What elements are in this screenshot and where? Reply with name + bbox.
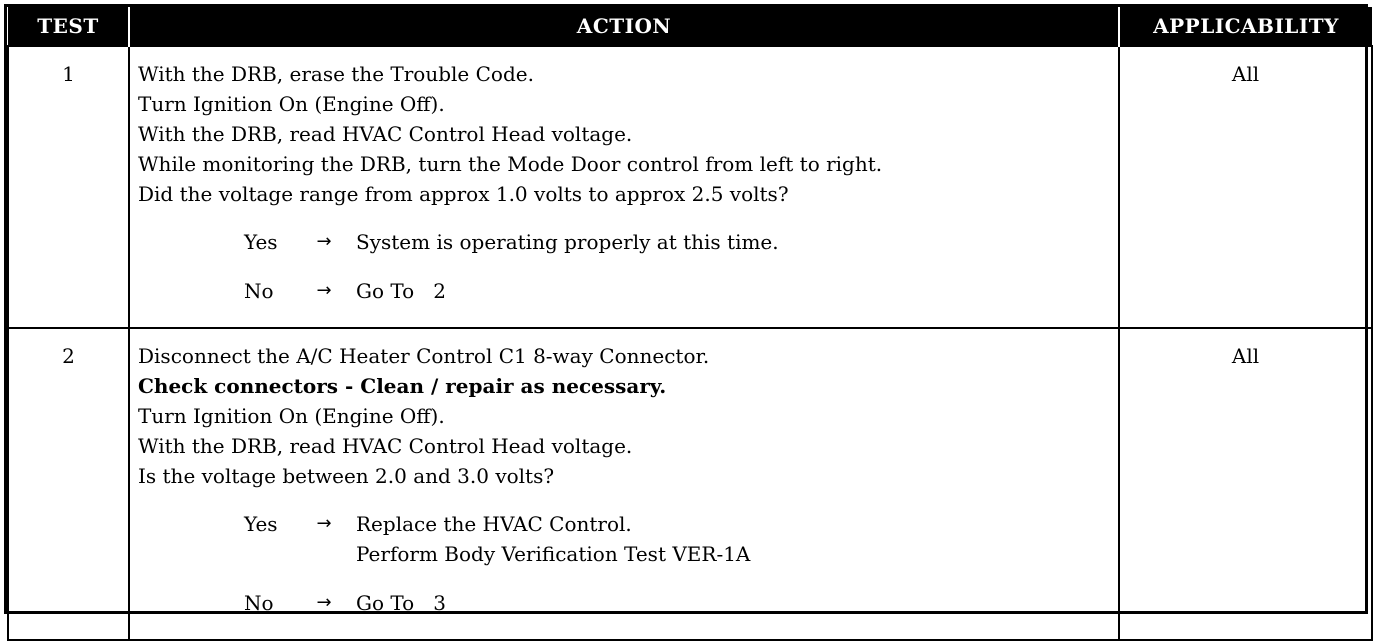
right-arrow-icon: → bbox=[316, 280, 332, 301]
outcome-yes bbox=[244, 227, 1110, 257]
action-step: Disconnect the A/C Heater Control C1 8-way Connector. bbox=[138, 344, 710, 368]
action-step-emphasis: Check connectors - Clean / repair as necessary. bbox=[138, 374, 667, 398]
outcome-yes bbox=[244, 509, 1110, 569]
action-cell bbox=[129, 46, 1119, 328]
test-number: 1 bbox=[8, 46, 129, 328]
outcome-no bbox=[244, 588, 1110, 618]
action-step: Turn Ignition On (Engine Off). bbox=[138, 92, 445, 116]
outcome-label: No bbox=[244, 279, 274, 303]
outcome-line: Go To 2 bbox=[356, 279, 446, 303]
outcome-text bbox=[356, 509, 750, 569]
header-applicability: APPLICABILITY bbox=[1119, 7, 1372, 46]
header-test: TEST bbox=[8, 7, 129, 46]
outcome-line: Go To 3 bbox=[356, 591, 446, 615]
action-step: With the DRB, erase the Trouble Code. bbox=[138, 62, 534, 86]
action-cell bbox=[129, 328, 1119, 640]
table-row bbox=[8, 46, 1372, 328]
test-number: 2 bbox=[8, 328, 129, 640]
outcome-label: Yes bbox=[244, 512, 278, 536]
outcome-line: Replace the HVAC Control. bbox=[356, 512, 632, 536]
action-step: Is the voltage between 2.0 and 3.0 volts? bbox=[138, 464, 555, 488]
outcome-line: System is operating properly at this time. bbox=[356, 230, 779, 254]
action-step: With the DRB, read HVAC Control Head voltage. bbox=[138, 122, 633, 146]
outcome-text bbox=[356, 227, 779, 257]
header-action: ACTION bbox=[129, 7, 1119, 46]
action-step: Turn Ignition On (Engine Off). bbox=[138, 404, 445, 428]
outcomes bbox=[244, 227, 1110, 306]
applicability: All bbox=[1119, 328, 1372, 640]
applicability: All bbox=[1119, 46, 1372, 328]
outcome-no bbox=[244, 276, 1110, 306]
procedure-table bbox=[7, 7, 1373, 641]
outcome-label: Yes bbox=[244, 230, 278, 254]
action-step: With the DRB, read HVAC Control Head voltage. bbox=[138, 434, 633, 458]
outcome-line: Perform Body Verification Test VER-1A bbox=[356, 542, 751, 566]
right-arrow-icon: → bbox=[316, 592, 332, 613]
action-step: While monitoring the DRB, turn the Mode Door control from left to right. bbox=[138, 152, 883, 176]
outcome-label: No bbox=[244, 591, 274, 615]
diagnostic-procedure-table bbox=[4, 4, 1368, 614]
outcome-text bbox=[356, 588, 446, 618]
action-step: Did the voltage range from approx 1.0 volts to approx 2.5 volts? bbox=[138, 182, 789, 206]
outcomes bbox=[244, 509, 1110, 618]
right-arrow-icon: → bbox=[316, 231, 332, 252]
right-arrow-icon: → bbox=[316, 513, 332, 534]
outcome-text bbox=[356, 276, 446, 306]
table-row bbox=[8, 328, 1372, 640]
table-header bbox=[8, 7, 1372, 46]
